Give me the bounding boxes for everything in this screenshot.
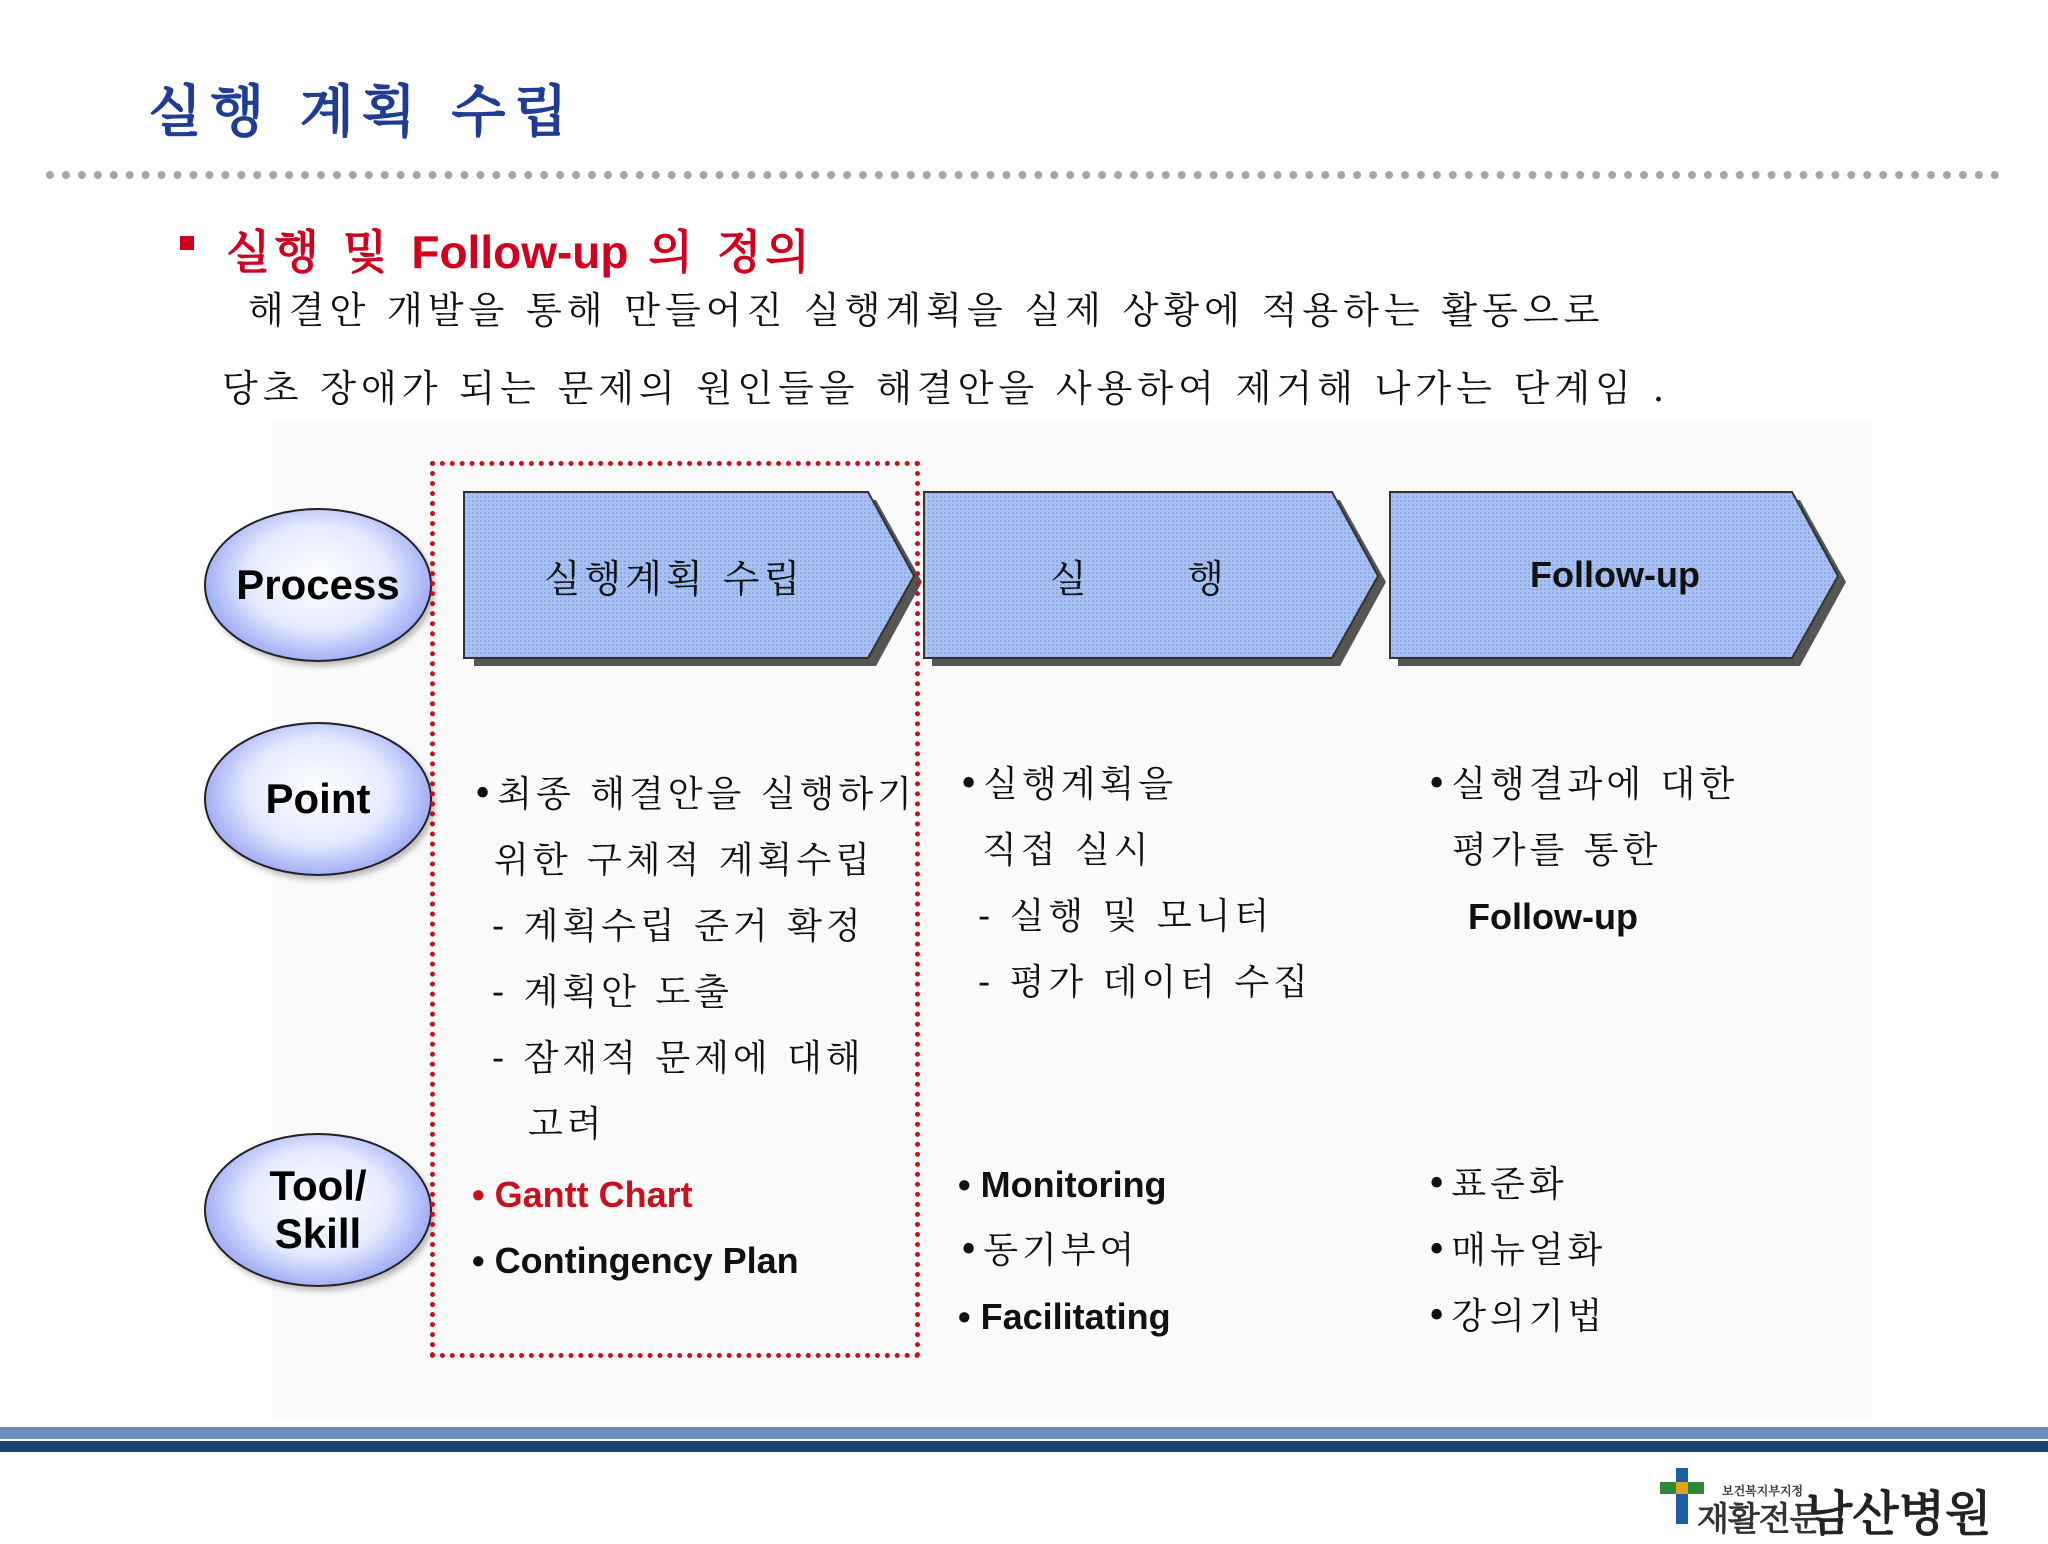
description-line-1: 해결안 개발을 통해 만들어진 실행계획을 실제 상황에 적용하는 활동으로 bbox=[248, 289, 1605, 332]
point-col1-item: - 계획수립 준거 확정 bbox=[492, 906, 865, 947]
tool-col3-item: •표준화 bbox=[1426, 1164, 1568, 1205]
point-col2-item: - 실행 및 모니터 bbox=[978, 896, 1274, 937]
section-heading-english: Follow-up bbox=[411, 226, 629, 278]
point-col1-item: •최종 해결안을 실행하기 bbox=[472, 774, 916, 815]
tool-column-1 bbox=[472, 1162, 799, 1294]
point-col2-item: - 평가 데이터 수집 bbox=[978, 962, 1312, 1003]
description-line-2: 당초 장애가 되는 문제의 원인들을 해결안을 사용하여 제거해 나가는 단계임 . bbox=[222, 367, 1670, 410]
point-col1-item: 고려 bbox=[528, 1104, 606, 1145]
tool-col2-item: • Monitoring bbox=[958, 1164, 1167, 1205]
stage-label-3: Follow-up bbox=[1530, 554, 1700, 595]
tool-col2-item: •동기부여 bbox=[958, 1230, 1139, 1271]
tool-col1-item: • Contingency Plan bbox=[472, 1240, 799, 1281]
section-heading-suffix: 의 정의 bbox=[648, 225, 814, 279]
logo-small-text: 보건복지부지정 bbox=[1722, 1484, 1804, 1498]
point-label: Point bbox=[265, 774, 371, 822]
tool-col2-item: • Facilitating bbox=[958, 1296, 1171, 1337]
point-col2-item: 직접 실시 bbox=[982, 830, 1153, 871]
tool-col3-item: •매뉴얼화 bbox=[1426, 1230, 1607, 1271]
point-col1-item: - 계획안 도출 bbox=[492, 972, 733, 1013]
tool-col1-item-gantt: • Gantt Chart bbox=[472, 1174, 693, 1215]
tool-column-3 bbox=[1426, 1152, 1606, 1350]
point-column-3 bbox=[1426, 752, 1738, 950]
process-label: Process bbox=[236, 560, 400, 608]
footer-bar-light bbox=[0, 1427, 2048, 1439]
tool-skill-label bbox=[269, 1162, 366, 1259]
section-heading-prefix: 실행 및 bbox=[226, 225, 392, 279]
tool-label: Tool/ bbox=[269, 1161, 367, 1209]
point-col3-item: Follow-up bbox=[1468, 896, 1638, 937]
footer-bar-dark bbox=[0, 1441, 2048, 1452]
tool-skill-oval bbox=[204, 1133, 432, 1287]
tool-col3-item: •강의기법 bbox=[1426, 1296, 1607, 1337]
stage-label-1: 실행계획 수립 bbox=[543, 556, 805, 601]
tool-column-2 bbox=[958, 1152, 1171, 1350]
point-column-2 bbox=[958, 752, 1312, 1016]
point-col1-item: - 잠재적 문제에 대해 bbox=[492, 1038, 865, 1079]
point-col3-item: 평가를 통한 bbox=[1452, 830, 1662, 871]
stage-label-2: 실 행 bbox=[1050, 556, 1228, 601]
logo-sub-text: 재활전문 bbox=[1697, 1499, 1821, 1538]
point-col2-item: •실행계획을 bbox=[958, 764, 1178, 805]
point-col3-item: •실행결과에 대한 bbox=[1426, 764, 1739, 805]
point-col1-item: 위한 구체적 계획수립 bbox=[494, 840, 874, 881]
point-column-1 bbox=[472, 762, 916, 1158]
slide-title: 실행 계획 수립 bbox=[148, 79, 576, 145]
skill-label: Skill bbox=[274, 1210, 362, 1257]
point-oval bbox=[204, 722, 432, 876]
logo-main-text: 남산병원 bbox=[1806, 1486, 1992, 1542]
